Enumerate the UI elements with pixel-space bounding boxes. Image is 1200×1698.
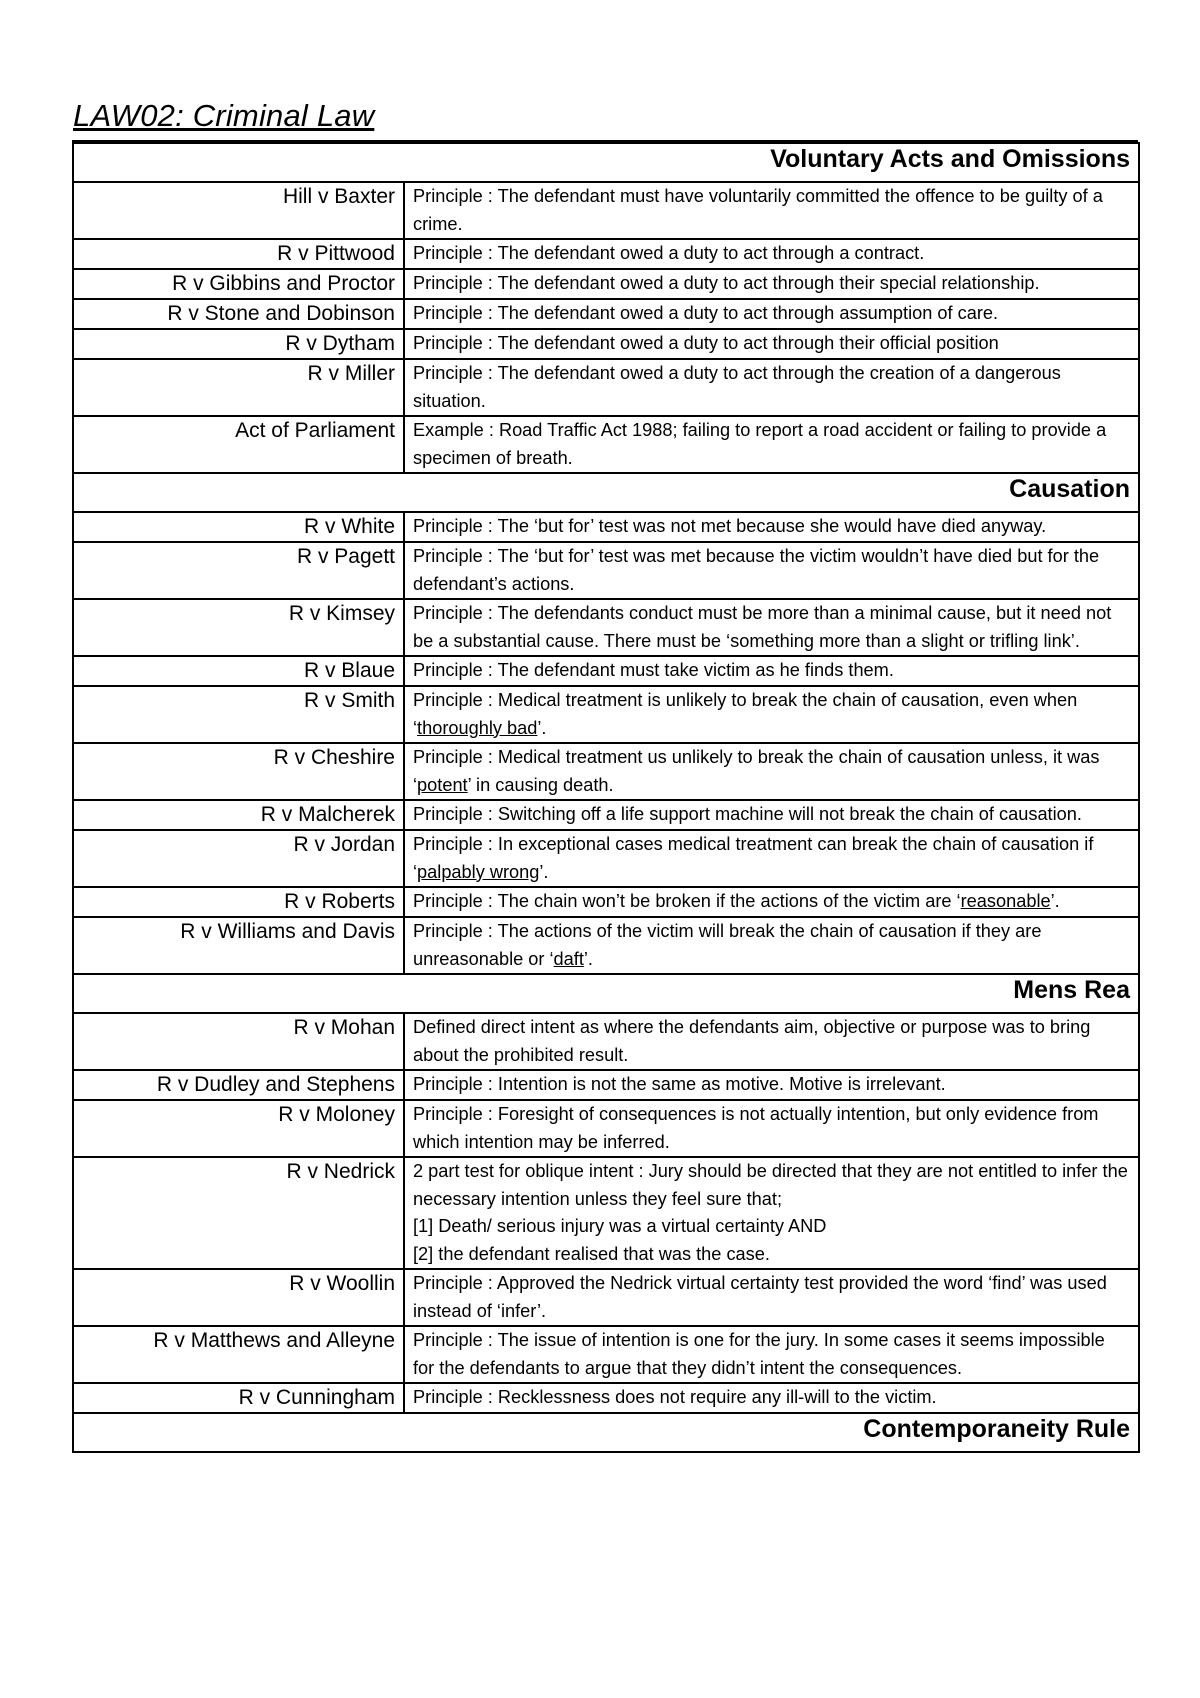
case-principle: Principle : The ‘but for’ test was not met because she would have died anyway. <box>404 512 1139 542</box>
case-principle: Principle : The defendant must have voluntarily committed the offence to be guilty of a crime. <box>404 182 1139 239</box>
case-principle: Principle : In exceptional cases medical treatment can break the chain of causation if ‘palpably wrong’. <box>404 830 1139 887</box>
table-row <box>73 329 1139 359</box>
quoted-phrase: reasonable <box>960 891 1051 911</box>
table-row <box>73 743 1139 800</box>
case-principle: Principle : Approved the Nedrick virtual certainty test provided the word ‘find’ was used instead of ‘infer’. <box>404 1269 1139 1326</box>
quoted-phrase: potent <box>417 774 468 795</box>
case-principle: Example : Road Traffic Act 1988; failing to report a road accident or failing to provide a specimen of breath. <box>404 416 1139 473</box>
case-name: R v Roberts <box>73 887 404 917</box>
table-row <box>73 416 1139 473</box>
case-principle: Principle : The defendant owed a duty to act through their official position <box>404 329 1139 359</box>
table-row <box>73 800 1139 830</box>
section-heading: Causation <box>73 473 1139 512</box>
case-name: R v Stone and Dobinson <box>73 299 404 329</box>
case-principle: Principle : Intention is not the same as motive. Motive is irrelevant. <box>404 1070 1139 1100</box>
section-heading: Voluntary Acts and Omissions <box>73 143 1139 182</box>
case-name: R v Moloney <box>73 1100 404 1157</box>
section-header-row <box>73 473 1139 512</box>
case-law-table <box>72 142 1140 1453</box>
table-row <box>73 1070 1139 1100</box>
case-principle: Principle : Switching off a life support machine will not break the chain of causation. <box>404 800 1139 830</box>
table-row <box>73 1383 1139 1413</box>
case-name: R v Woollin <box>73 1269 404 1326</box>
case-name: R v Dytham <box>73 329 404 359</box>
case-name: R v Matthews and Alleyne <box>73 1326 404 1383</box>
table-row <box>73 830 1139 887</box>
case-name: R v Blaue <box>73 656 404 686</box>
case-principle: Principle : The defendants conduct must be more than a minimal cause, but it need not be a substantial cause. There must be ‘something more than a slight or trifling link’. <box>404 599 1139 656</box>
section-header-row <box>73 1413 1139 1452</box>
case-name: R v Mohan <box>73 1013 404 1070</box>
case-principle: Principle : Medical treatment is unlikely to break the chain of causation, even when ‘thoroughly bad’. <box>404 686 1139 743</box>
table-row <box>73 599 1139 656</box>
table-row <box>73 1013 1139 1070</box>
table-row <box>73 512 1139 542</box>
section-heading: Mens Rea <box>73 974 1139 1013</box>
case-name: R v Cheshire <box>73 743 404 800</box>
case-name: R v Malcherek <box>73 800 404 830</box>
table-row <box>73 182 1139 239</box>
case-principle: Principle : The defendant owed a duty to act through assumption of care. <box>404 299 1139 329</box>
test-limb-1: [1] Death/ serious injury was a virtual certainty AND <box>413 1216 827 1236</box>
table-row <box>73 299 1139 329</box>
table-row <box>73 686 1139 743</box>
case-principle: Principle : The ‘but for’ test was met because the victim wouldn’t have died but for the defendant’s actions. <box>404 542 1139 599</box>
case-principle: Principle : The issue of intention is one for the jury. In some cases it seems impossible for the defendants to argue that they didn’t intent the consequences. <box>404 1326 1139 1383</box>
table-row <box>73 917 1139 974</box>
case-name: Hill v Baxter <box>73 182 404 239</box>
quoted-phrase: thoroughly bad <box>417 717 538 738</box>
case-name: R v Cunningham <box>73 1383 404 1413</box>
case-name: R v Smith <box>73 686 404 743</box>
case-principle: Principle : The defendant must take victim as he finds them. <box>404 656 1139 686</box>
case-name: R v Pagett <box>73 542 404 599</box>
case-name: R v Gibbins and Proctor <box>73 269 404 299</box>
table-row <box>73 239 1139 269</box>
case-principle: Principle : The actions of the victim will break the chain of causation if they are unreasonable or ‘daft’. <box>404 917 1139 974</box>
test-limb-2: [2] the defendant realised that was the case. <box>413 1243 770 1264</box>
case-principle: Principle : The defendant owed a duty to act through their special relationship. <box>404 269 1139 299</box>
case-principle: Defined direct intent as where the defendants aim, objective or purpose was to bring about the prohibited result. <box>404 1013 1139 1070</box>
page-title: LAW02: Criminal Law <box>73 98 375 133</box>
table-row <box>73 542 1139 599</box>
section-header-row <box>73 143 1139 182</box>
case-principle: Principle : The defendant owed a duty to act through the creation of a dangerous situation. <box>404 359 1139 416</box>
table-row <box>73 269 1139 299</box>
case-name: R v Dudley and Stephens <box>73 1070 404 1100</box>
case-name: R v Miller <box>73 359 404 416</box>
case-name: R v Pittwood <box>73 239 404 269</box>
quoted-phrase: palpably wrong <box>417 861 540 882</box>
case-name: R v Kimsey <box>73 599 404 656</box>
table-row <box>73 656 1139 686</box>
section-heading: Contemporaneity Rule <box>73 1413 1139 1452</box>
case-name: R v Jordan <box>73 830 404 887</box>
case-principle: Principle : Recklessness does not require any ill-will to the victim. <box>404 1383 1139 1413</box>
case-name: R v Nedrick <box>73 1157 404 1269</box>
case-principle: Principle : The defendant owed a duty to act through a contract. <box>404 239 1139 269</box>
table-row <box>73 1100 1139 1157</box>
case-name: R v Williams and Davis <box>73 917 404 974</box>
table-row <box>73 1269 1139 1326</box>
case-name: Act of Parliament <box>73 416 404 473</box>
case-principle: Principle : The chain won’t be broken if the actions of the victim are ‘reasonable’. <box>404 887 1139 917</box>
case-name: R v White <box>73 512 404 542</box>
table-row <box>73 1157 1139 1269</box>
case-principle: 2 part test for oblique intent : Jury should be directed that they are not entitled to infer the necessary intention unless they feel sure that; [1] Death/ serious injury was a virtual certainty AND [2] the defendant realised that was the case. <box>404 1157 1139 1269</box>
table-row <box>73 887 1139 917</box>
case-principle: Principle : Medical treatment us unlikely to break the chain of causation unless, it was ‘potent’ in causing death. <box>404 743 1139 800</box>
table-row <box>73 359 1139 416</box>
table-row <box>73 1326 1139 1383</box>
quoted-phrase: daft <box>553 948 584 969</box>
section-header-row <box>73 974 1139 1013</box>
case-principle: Principle : Foresight of consequences is not actually intention, but only evidence from which intention may be inferred. <box>404 1100 1139 1157</box>
